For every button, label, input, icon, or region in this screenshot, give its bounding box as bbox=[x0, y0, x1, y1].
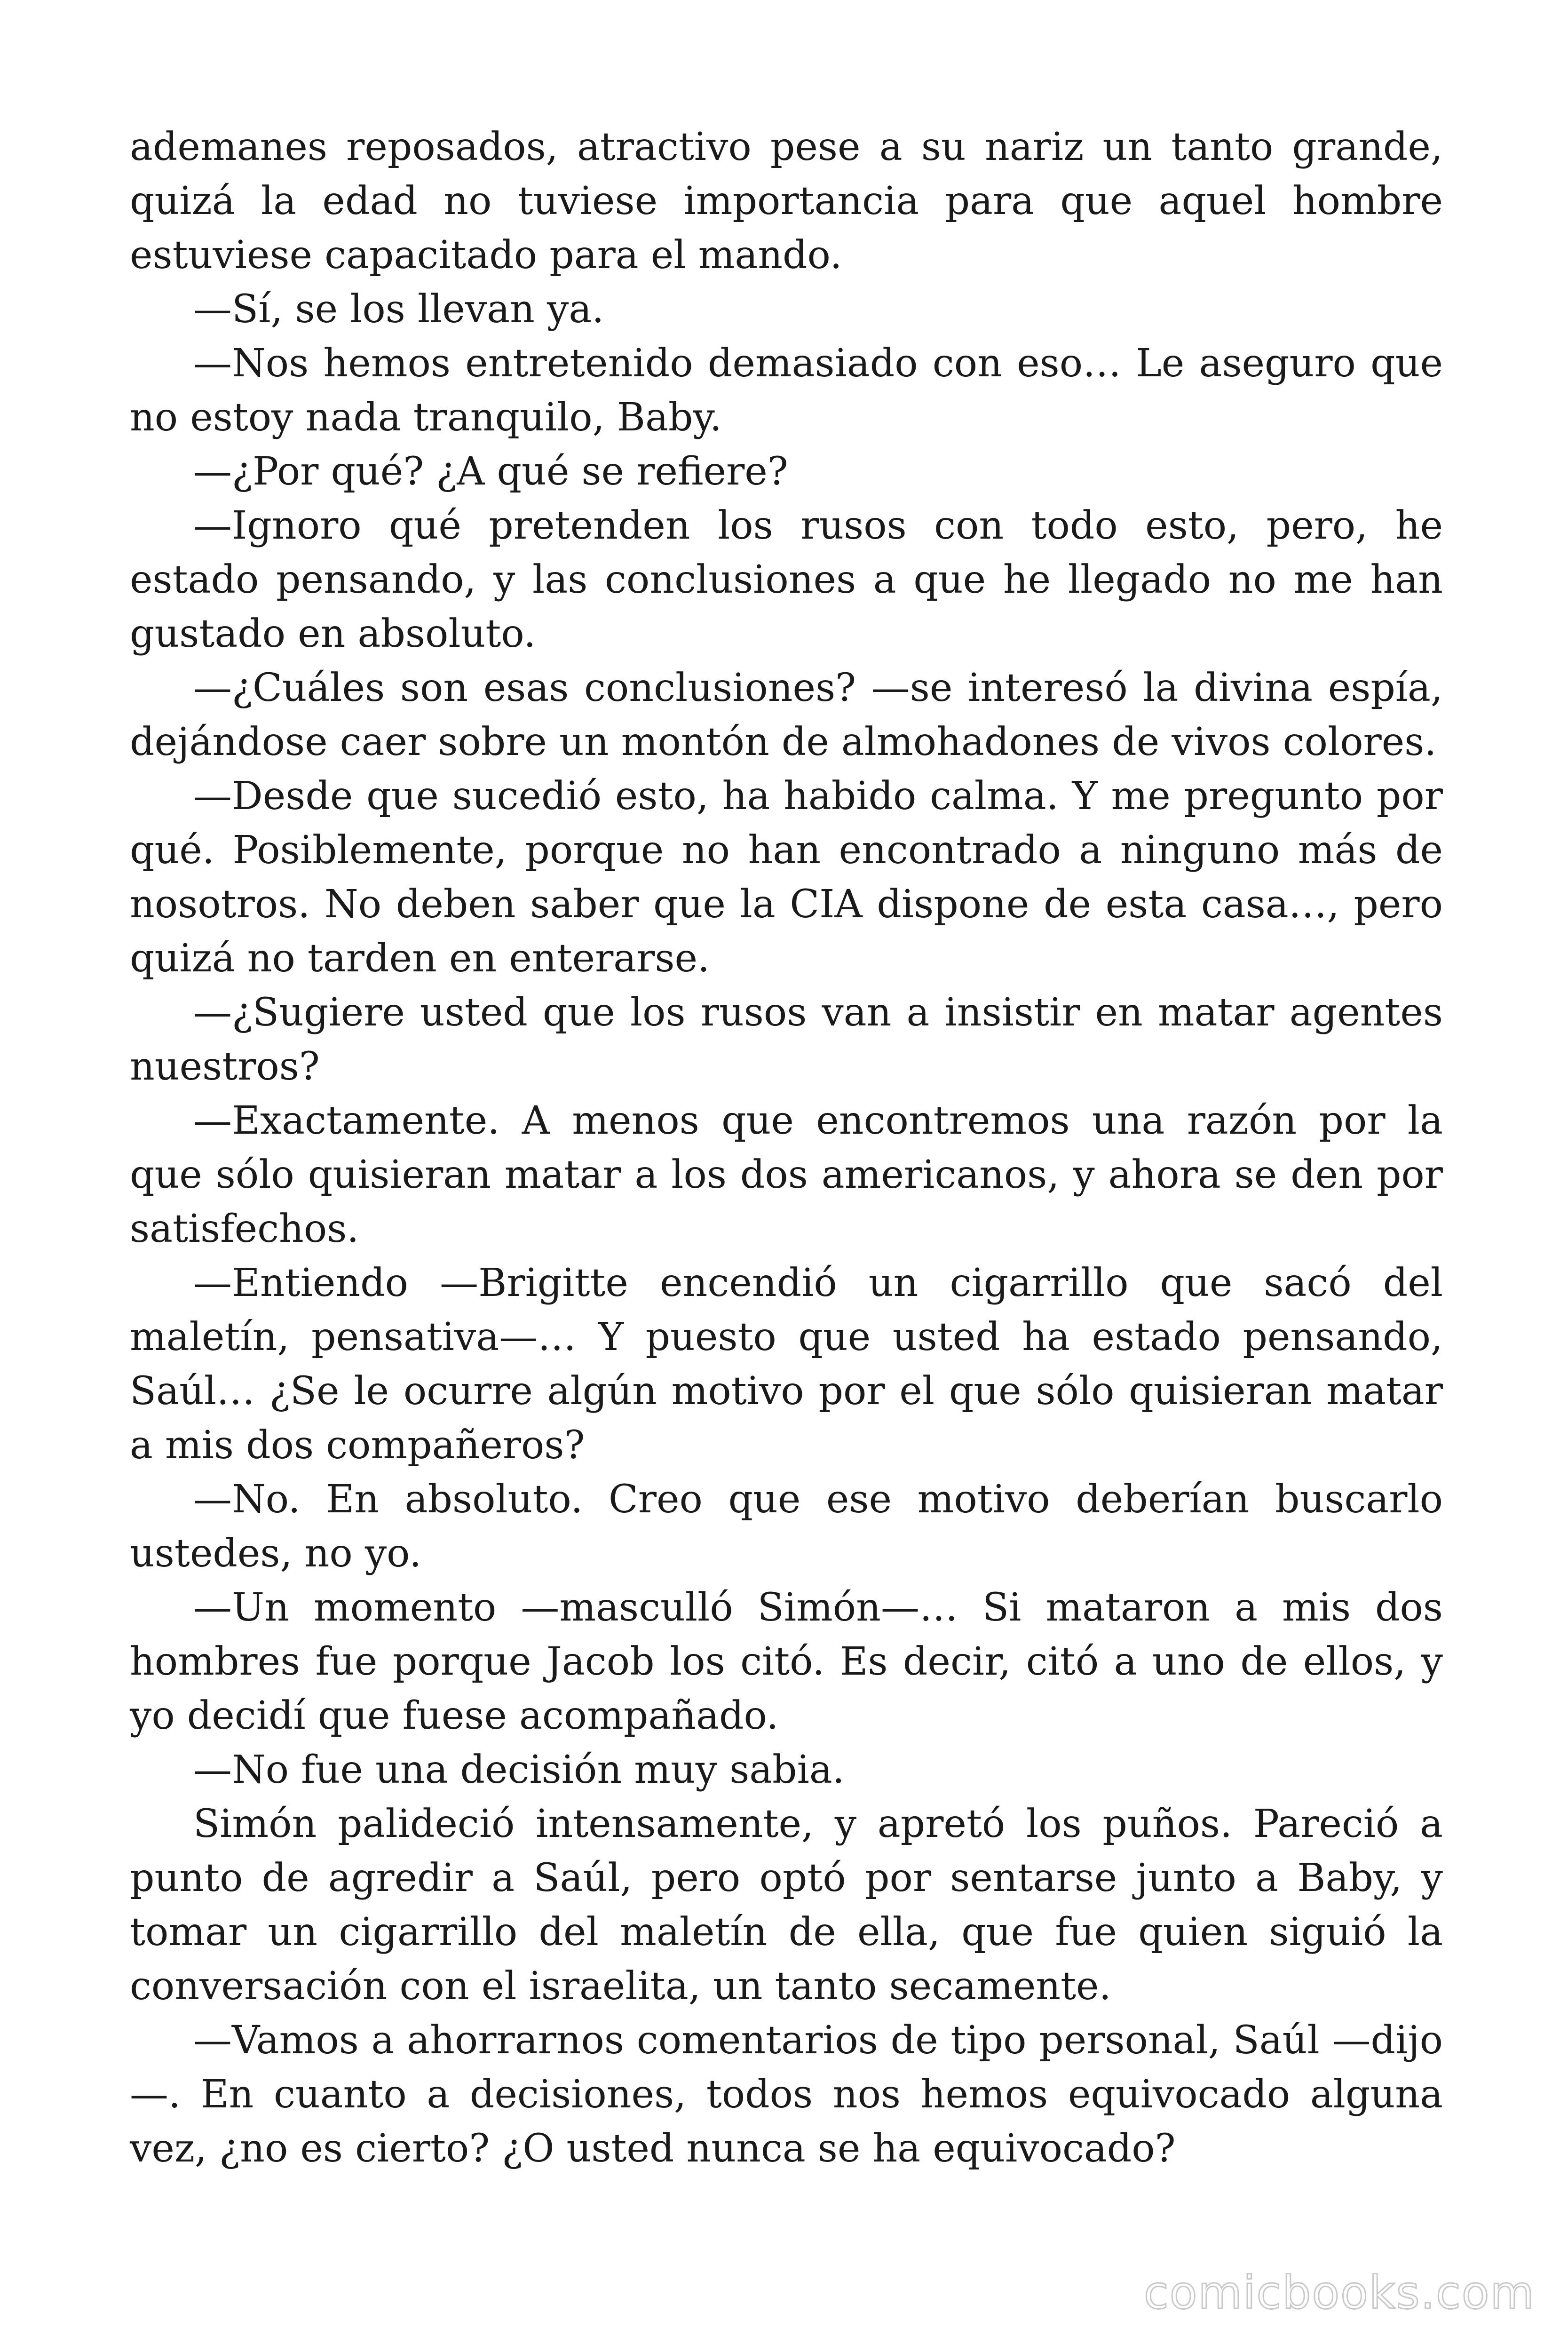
paragraph: —Vamos a ahorrarnos comentarios de tipo personal, Saúl —dijo —. En cuanto a decisiones, todos nos hemos equivocado alguna vez, ¿no es cierto? ¿O usted nunca se ha equivocado? bbox=[130, 2018, 1443, 2171]
paragraph: —No fue una decisión muy sabia. bbox=[193, 1748, 845, 1792]
paragraph: —Exactamente. A menos que encontremos una razón por la que sólo quisieran matar a los dos americanos, y ahora se den por satisfechos. bbox=[130, 1098, 1443, 1251]
paragraph: —¿Cuáles son esas conclusiones? —se interesó la divina espía, dejándose caer sobre un montón de almohadones de vivos colores. bbox=[130, 666, 1443, 764]
watermark: comicbooks.com bbox=[1143, 2266, 1535, 2319]
paragraph: —Desde que sucedió esto, ha habido calma. Y me pregunto por qué. Posiblemente, porque no han encontrado a ninguno más de nosotros. No deben saber que la CIA dispone de esta casa…, pero quizá no tarden en enterarse. bbox=[130, 774, 1443, 981]
paragraph: —Un momento —masculló Simón—… Si mataron a mis dos hombres fue porque Jacob los citó. Es decir, citó a uno de ellos, y yo decidí que fuese acompañado. bbox=[130, 1585, 1443, 1738]
paragraph: —Entiendo —Brigitte encendió un cigarrillo que sacó del maletín, pensativa—… Y puesto que usted ha estado pensando, Saúl… ¿Se le ocurre algún motivo por el que sólo quisieran matar a mis dos compañeros? bbox=[130, 1261, 1443, 1468]
paragraph: —Nos hemos entretenido demasiado con eso… Le aseguro que no estoy nada tranquilo, Baby. bbox=[130, 341, 1443, 440]
paragraph: —¿Por qué? ¿A qué se refiere? bbox=[193, 449, 788, 494]
paragraph: ademanes reposados, atractivo pese a su nariz un tanto grande, quizá la edad no tuviese importancia para que aquel hombre estuviese capacitado para el mando. bbox=[130, 125, 1443, 278]
paragraph: —Ignoro qué pretenden los rusos con todo esto, pero, he estado pensando, y las conclusiones a que he llegado no me han gustado en absoluto. bbox=[130, 503, 1443, 656]
page-body bbox=[130, 120, 1443, 2176]
paragraph: Simón palideció intensamente, y apretó los puños. Pareció a punto de agredir a Saúl, pero optó por sentarse junto a Baby, y tomar un cigarrillo del maletín de ella, que fue quien siguió la conversación con el israelita, un tanto secamente. bbox=[130, 1802, 1443, 2009]
paragraph: —Sí, se los llevan ya. bbox=[193, 287, 604, 332]
paragraph: —¿Sugiere usted que los rusos van a insistir en matar agentes nuestros? bbox=[130, 990, 1443, 1089]
paragraph: —No. En absoluto. Creo que ese motivo deberían buscarlo ustedes, no yo. bbox=[130, 1477, 1443, 1576]
